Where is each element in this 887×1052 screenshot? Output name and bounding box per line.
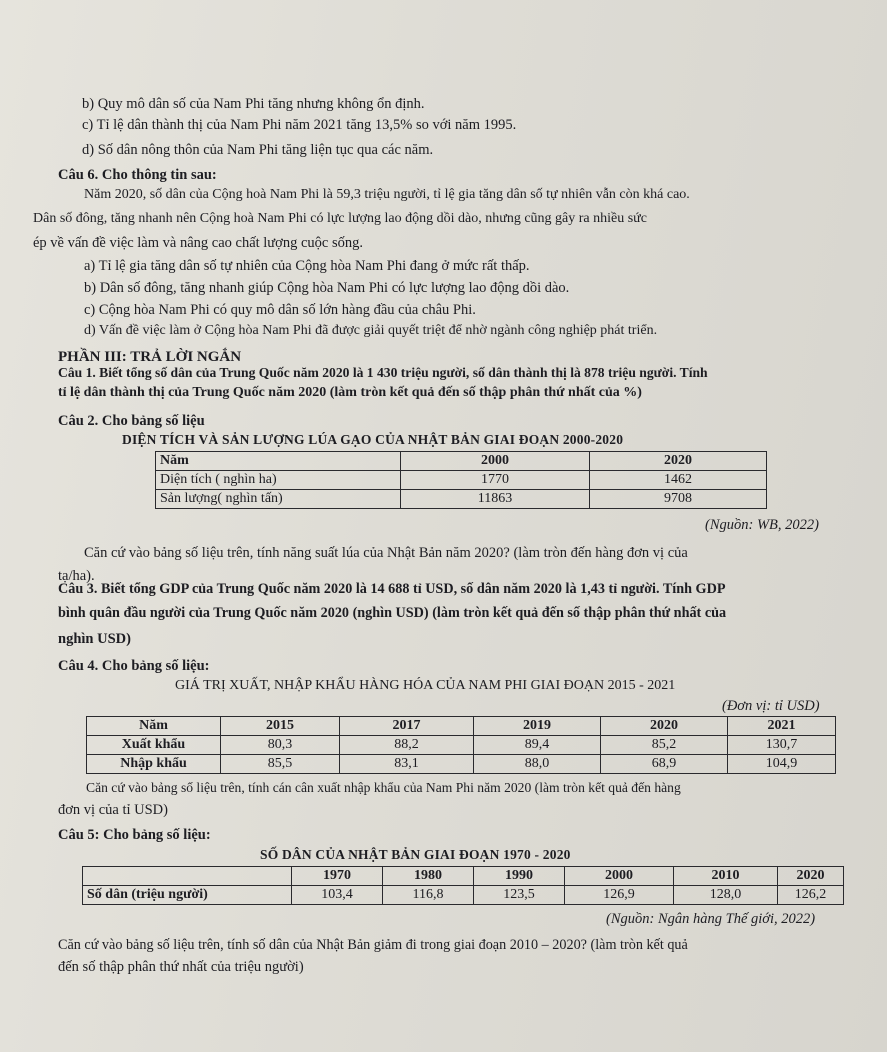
question-1-line-2: tỉ lệ dân thành thị của Trung Quốc năm 2020 (làm tròn kết quả đến số thập phân thứ nhất của %) <box>58 385 642 400</box>
table-2 <box>86 716 836 774</box>
table-1-title: DIỆN TÍCH VÀ SẢN LƯỢNG LÚA GẠO CỦA NHẬT BẢN GIAI ĐOẠN 2000-2020 <box>122 432 624 447</box>
table-row <box>87 736 836 755</box>
table-cell: 128,0 <box>674 886 778 905</box>
table-3-title: SỐ DÂN CỦA NHẬT BẢN GIAI ĐOẠN 1970 - 2020 <box>260 847 571 862</box>
option-c: c) Cộng hòa Nam Phi có quy mô dân số lớn hàng đầu của châu Phi. <box>84 302 476 318</box>
table-2-unit: (Đơn vị: tỉ USD) <box>722 698 820 714</box>
table-cell: 104,9 <box>728 755 836 774</box>
question-3-line-1: Câu 3. Biết tổng GDP của Trung Quốc năm 2020 là 14 688 tỉ USD, số dân năm 2020 là 1,43 tỉ người. Tính GDP <box>58 581 726 597</box>
table-cell: Số dân (triệu người) <box>83 886 292 905</box>
table-cell: 130,7 <box>728 736 836 755</box>
table-cell: 2020 <box>590 452 767 471</box>
option-d: d) Vấn đề việc làm ở Cộng hòa Nam Phi đã được giải quyết triệt để nhờ ngành công nghiệp phát triển. <box>84 323 658 338</box>
table-cell: 2021 <box>728 717 836 736</box>
table-cell: 2010 <box>674 867 778 886</box>
option-b: b) Dân số đông, tăng nhanh giúp Cộng hòa Nam Phi có lực lượng lao động dồi dào. <box>84 280 570 296</box>
table-cell: 1462 <box>590 471 767 490</box>
table-cell: Năm <box>87 717 221 736</box>
table-row <box>156 471 767 490</box>
table-cell: 116,8 <box>383 886 474 905</box>
table-1-source: (Nguồn: WB, 2022) <box>705 517 819 533</box>
question-3-line-2: bình quân đầu người của Trung Quốc năm 2020 (nghìn USD) (làm tròn kết quả đến số thập phân thứ nhất của <box>58 605 727 621</box>
table-cell: 68,9 <box>601 755 728 774</box>
table-cell <box>83 867 292 886</box>
question-6-heading: Câu 6. Cho thông tin sau: <box>58 167 217 183</box>
table-cell: 2000 <box>565 867 674 886</box>
question-4-line-1: Căn cứ vào bảng số liệu trên, tính cán cân xuất nhập khẩu của Nam Phi năm 2020 (làm tròn kết quả đến hàng <box>86 780 681 795</box>
table-cell: 2000 <box>401 452 590 471</box>
question-4-heading: Câu 4. Cho bảng số liệu: <box>58 658 210 674</box>
table-cell: 103,4 <box>292 886 383 905</box>
table-cell: 83,1 <box>340 755 474 774</box>
table-cell: Nhập khẩu <box>87 755 221 774</box>
table-cell: 88,2 <box>340 736 474 755</box>
table-cell: 85,2 <box>601 736 728 755</box>
table-cell: 9708 <box>590 490 767 509</box>
table-cell: Xuất khẩu <box>87 736 221 755</box>
table-cell: 11863 <box>401 490 590 509</box>
table-3-source: (Nguồn: Ngân hàng Thế giới, 2022) <box>606 911 816 927</box>
table-cell: 123,5 <box>474 886 565 905</box>
table-1 <box>155 451 767 509</box>
paragraph-line-2: Dân số đông, tăng nhanh nên Cộng hoà Nam Phi có lực lượng lao động dồi dào, nhưng cũng gây ra nhiều sức <box>33 211 647 226</box>
table-cell: 1970 <box>292 867 383 886</box>
statement-d: d) Số dân nông thôn của Nam Phi tăng liện tục qua các năm. <box>82 142 434 158</box>
table-cell: 126,9 <box>565 886 674 905</box>
statement-b: b) Quy mô dân số của Nam Phi tăng nhưng không ổn định. <box>82 96 425 112</box>
table-cell: 2020 <box>601 717 728 736</box>
table-row <box>83 867 844 886</box>
question-4-line-2: đơn vị của tỉ USD) <box>58 802 168 818</box>
paragraph-line-3: ép về vấn đề việc làm và nâng cao chất lượng cuộc sống. <box>33 235 363 251</box>
table-cell: 2015 <box>221 717 340 736</box>
table-cell: 1980 <box>383 867 474 886</box>
table-2-title: GIÁ TRỊ XUẤT, NHẬP KHẨU HÀNG HÓA CỦA NAM PHI GIAI ĐOẠN 2015 - 2021 <box>175 678 676 693</box>
question-1-line-1: Câu 1. Biết tổng số dân của Trung Quốc năm 2020 là 1 430 triệu người, số dân thành thị là 878 triệu người. Tính <box>58 365 708 380</box>
table-row <box>83 886 844 905</box>
table-cell: 1990 <box>474 867 565 886</box>
table-cell: 85,5 <box>221 755 340 774</box>
question-5-line-1: Căn cứ vào bảng số liệu trên, tính số dân của Nhật Bản giảm đi trong giai đoạn 2010 – 2020? (làm tròn kết quả <box>58 937 688 953</box>
question-5-line-2: đến số thập phân thứ nhất của triệu người) <box>58 959 304 975</box>
table-cell: 2019 <box>474 717 601 736</box>
question-3-line-3: nghìn USD) <box>58 631 131 647</box>
table-cell: Diện tích ( nghìn ha) <box>156 471 401 490</box>
table-cell: Sản lượng( nghìn tấn) <box>156 490 401 509</box>
question-5-heading: Câu 5: Cho bảng số liệu: <box>58 827 211 843</box>
question-2-line-2: tạ/ha). <box>58 568 95 584</box>
table-cell: 1770 <box>401 471 590 490</box>
paragraph-line-1: Năm 2020, số dân của Cộng hoà Nam Phi là 59,3 triệu người, tỉ lệ gia tăng dân số tự nhiên vẫn còn khá cao. <box>84 187 690 202</box>
question-2-heading: Câu 2. Cho bảng số liệu <box>58 413 205 429</box>
table-cell: 2020 <box>778 867 844 886</box>
statement-c: c) Tỉ lệ dân thành thị của Nam Phi năm 2021 tăng 13,5% so với năm 1995. <box>82 117 517 133</box>
table-row <box>87 755 836 774</box>
table-cell: 2017 <box>340 717 474 736</box>
part-3-heading: PHẦN III: TRẢ LỜI NGẮN <box>58 349 242 365</box>
table-row <box>156 452 767 471</box>
table-cell: Năm <box>156 452 401 471</box>
table-row <box>156 490 767 509</box>
table-cell: 89,4 <box>474 736 601 755</box>
table-cell: 88,0 <box>474 755 601 774</box>
option-a: a) Tỉ lệ gia tăng dân số tự nhiên của Cộng hòa Nam Phi đang ở mức rất thấp. <box>84 258 530 274</box>
table-3 <box>82 866 844 905</box>
table-cell: 126,2 <box>778 886 844 905</box>
question-2-line-1: Căn cứ vào bảng số liệu trên, tính năng suất lúa của Nhật Bản năm 2020? (làm tròn đến hàng đơn vị của <box>84 545 688 561</box>
table-cell: 80,3 <box>221 736 340 755</box>
table-row <box>87 717 836 736</box>
